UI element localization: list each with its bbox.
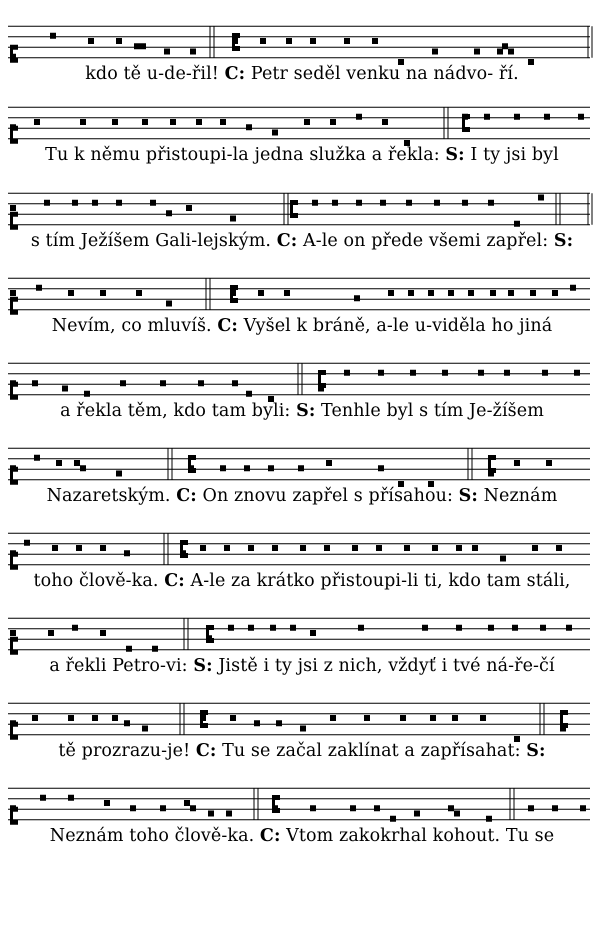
- punctum-note: [508, 49, 514, 55]
- punctum-note: [488, 625, 494, 631]
- punctum-note: [497, 49, 503, 55]
- lyric-text: s tím Ježíšem Gali-lejským.: [30, 231, 277, 251]
- punctum-note: [472, 545, 478, 551]
- punctum-note: [186, 205, 192, 211]
- punctum-note: [456, 545, 462, 551]
- punctum-note: [220, 119, 226, 125]
- lyric-text: Nevím, co mluvíš.: [51, 316, 218, 336]
- lyric-line-1: [0, 64, 604, 84]
- punctum-note: [220, 465, 226, 471]
- punctum-note: [166, 301, 172, 307]
- speaker-marker: S:: [296, 401, 316, 421]
- punctum-note: [10, 465, 16, 471]
- punctum-note: [332, 200, 338, 206]
- punctum-note: [44, 200, 50, 206]
- punctum-note: [136, 290, 142, 296]
- punctum-note: [248, 625, 254, 631]
- speaker-marker: S:: [445, 145, 465, 165]
- punctum-note: [478, 370, 484, 376]
- punctum-note: [142, 119, 148, 125]
- punctum-note: [228, 625, 234, 631]
- lyric-text: A-le on přede všemi zapřel:: [297, 231, 554, 251]
- punctum-note: [126, 646, 132, 652]
- punctum-note: [52, 545, 58, 551]
- lyric-text: a řekli Petro-vi:: [49, 656, 194, 676]
- punctum-note: [170, 119, 176, 125]
- punctum-note: [116, 200, 122, 206]
- punctum-note: [140, 43, 146, 49]
- punctum-note: [100, 545, 106, 551]
- lyric-line-6: [0, 486, 604, 506]
- punctum-note: [62, 386, 68, 392]
- punctum-note: [542, 370, 548, 376]
- punctum-note: [112, 119, 118, 125]
- punctum-note: [124, 720, 130, 726]
- lyric-text: Tenhle byl s tím Je-žíšem: [315, 401, 544, 421]
- punctum-note: [10, 205, 16, 211]
- punctum-note: [434, 200, 440, 206]
- punctum-note: [196, 119, 202, 125]
- punctum-note: [352, 545, 358, 551]
- punctum-note: [508, 290, 514, 296]
- punctum-note: [72, 200, 78, 206]
- punctum-note: [290, 625, 296, 631]
- punctum-note: [538, 195, 544, 201]
- punctum-note: [300, 545, 306, 551]
- c-clef-icon: [488, 455, 496, 473]
- punctum-note: [344, 370, 350, 376]
- speaker-marker: C:: [217, 316, 238, 336]
- punctum-note: [318, 386, 324, 392]
- punctum-note: [376, 545, 382, 551]
- c-clef-icon: [10, 212, 18, 230]
- punctum-note: [160, 380, 166, 386]
- punctum-note: [100, 290, 106, 296]
- punctum-note: [378, 465, 384, 471]
- lyric-text: On znovu zapřel s přísahou:: [196, 486, 459, 506]
- punctum-note: [462, 200, 468, 206]
- punctum-note: [184, 800, 190, 806]
- punctum-note: [312, 200, 318, 206]
- speaker-marker: C:: [176, 486, 197, 506]
- punctum-note: [152, 646, 158, 652]
- lyric-line-10: [0, 826, 604, 846]
- punctum-note: [166, 210, 172, 216]
- punctum-note: [310, 805, 316, 811]
- lyric-text: Neznám: [477, 486, 558, 506]
- punctum-note: [272, 805, 278, 811]
- punctum-note: [120, 380, 126, 386]
- lyric-text: Vyšel k bráně, a-le u-viděla ho jiná: [237, 316, 553, 336]
- lyric-line-9: [0, 741, 604, 761]
- punctum-note: [480, 715, 486, 721]
- punctum-note: [324, 545, 330, 551]
- punctum-note: [514, 221, 520, 227]
- punctum-note: [230, 216, 236, 222]
- punctum-note: [10, 54, 16, 60]
- punctum-note: [330, 119, 336, 125]
- punctum-note: [230, 290, 236, 296]
- punctum-note: [130, 805, 136, 811]
- punctum-note: [448, 290, 454, 296]
- punctum-note: [232, 380, 238, 386]
- punctum-note: [32, 715, 38, 721]
- lyric-line-7: [0, 571, 604, 591]
- punctum-note: [68, 795, 74, 801]
- punctum-note: [190, 805, 196, 811]
- punctum-note: [410, 370, 416, 376]
- punctum-note: [382, 119, 388, 125]
- lyric-text: Petr seděl venku na nádvo- ří.: [245, 64, 519, 84]
- speaker-marker: C:: [224, 64, 246, 84]
- staff-system-6: [8, 448, 590, 487]
- punctum-note: [354, 295, 360, 301]
- punctum-note: [68, 715, 74, 721]
- punctum-note: [268, 465, 274, 471]
- punctum-note: [486, 816, 492, 822]
- lyric-text: Jistě i ty jsi z nich, vždyť i tvé ná-ře-čí: [212, 656, 555, 676]
- punctum-note: [286, 38, 292, 44]
- punctum-note: [552, 805, 558, 811]
- punctum-note: [198, 380, 204, 386]
- punctum-note: [514, 460, 520, 466]
- punctum-note: [100, 630, 106, 636]
- punctum-note: [284, 290, 290, 296]
- punctum-note: [160, 805, 166, 811]
- lyric-line-2: [0, 145, 604, 165]
- staff-system-2: [8, 107, 590, 146]
- punctum-note: [462, 114, 468, 120]
- punctum-note: [390, 816, 396, 822]
- lyric-text: toho člově-ka.: [33, 571, 165, 591]
- lyric-text: Tu se: [505, 826, 555, 846]
- punctum-note: [116, 38, 122, 44]
- punctum-note: [566, 625, 572, 631]
- punctum-note: [80, 119, 86, 125]
- punctum-note: [474, 49, 480, 55]
- punctum-note: [104, 800, 110, 806]
- punctum-note: [48, 630, 54, 636]
- punctum-note: [84, 391, 90, 397]
- speaker-marker: S:: [553, 231, 574, 251]
- punctum-note: [200, 715, 206, 721]
- lyric-line-5: [0, 401, 604, 421]
- punctum-note: [422, 625, 428, 631]
- punctum-note: [74, 460, 80, 466]
- punctum-note: [36, 285, 42, 291]
- punctum-note: [364, 715, 370, 721]
- punctum-note: [258, 290, 264, 296]
- punctum-note: [556, 545, 562, 551]
- punctum-note: [190, 49, 196, 55]
- punctum-note: [528, 805, 534, 811]
- punctum-note: [272, 130, 278, 136]
- punctum-note: [344, 38, 350, 44]
- speaker-marker: C:: [276, 231, 298, 251]
- punctum-note: [378, 370, 384, 376]
- speaker-marker: C:: [195, 741, 217, 761]
- lyric-text: Neznám toho člově-ka.: [49, 826, 260, 846]
- punctum-note: [400, 715, 406, 721]
- lyric-text: Vtom zakokrhal kohout.: [280, 826, 506, 846]
- punctum-note: [76, 545, 82, 551]
- punctum-note: [512, 625, 518, 631]
- punctum-note: [330, 715, 336, 721]
- punctum-note: [32, 380, 38, 386]
- punctum-note: [574, 370, 580, 376]
- punctum-note: [530, 290, 536, 296]
- punctum-note: [226, 811, 232, 817]
- punctum-note: [350, 805, 356, 811]
- punctum-note: [540, 625, 546, 631]
- lyric-text: Nazaretským.: [46, 486, 177, 506]
- punctum-note: [300, 726, 306, 732]
- lyric-text: tě prozrazu-je!: [58, 741, 196, 761]
- punctum-note: [180, 550, 186, 556]
- punctum-note: [272, 545, 278, 551]
- punctum-note: [468, 290, 474, 296]
- punctum-note: [232, 38, 238, 44]
- punctum-note: [504, 370, 510, 376]
- punctum-note: [500, 556, 506, 562]
- punctum-note: [552, 290, 558, 296]
- c-clef-icon: [560, 710, 568, 728]
- punctum-note: [206, 635, 212, 641]
- punctum-note: [488, 471, 494, 477]
- punctum-note: [408, 290, 414, 296]
- punctum-note: [502, 43, 508, 49]
- punctum-note: [570, 285, 576, 291]
- punctum-note: [142, 726, 148, 732]
- punctum-note: [34, 455, 40, 461]
- c-clef-icon: [10, 297, 18, 315]
- punctum-note: [304, 119, 310, 125]
- punctum-note: [124, 550, 130, 556]
- punctum-note: [56, 460, 62, 466]
- punctum-note: [246, 124, 252, 130]
- punctum-note: [430, 715, 436, 721]
- punctum-note: [414, 811, 420, 817]
- punctum-note: [188, 465, 194, 471]
- punctum-note: [92, 715, 98, 721]
- speaker-marker: C:: [259, 826, 281, 846]
- lyric-text: Tu se začal zaklínat a zapřísahat:: [216, 741, 527, 761]
- punctum-note: [72, 625, 78, 631]
- punctum-note: [380, 200, 386, 206]
- punctum-note: [532, 545, 538, 551]
- punctum-note: [490, 290, 496, 296]
- punctum-note: [310, 630, 316, 636]
- punctum-note: [488, 200, 494, 206]
- punctum-note: [432, 49, 438, 55]
- staff-system-5: [8, 363, 590, 402]
- staff-system-8: [8, 618, 590, 655]
- punctum-note: [244, 465, 250, 471]
- punctum-note: [24, 540, 30, 546]
- punctum-note: [10, 290, 16, 296]
- speaker-marker: C:: [164, 571, 185, 591]
- punctum-note: [164, 49, 170, 55]
- punctum-note: [326, 460, 332, 466]
- punctum-note: [248, 545, 254, 551]
- c-clef-icon: [318, 370, 326, 388]
- punctum-note: [276, 720, 282, 726]
- punctum-note: [580, 805, 586, 811]
- punctum-note: [404, 545, 410, 551]
- punctum-note: [544, 114, 550, 120]
- staff-system-10: [8, 788, 590, 825]
- punctum-note: [454, 811, 460, 817]
- punctum-note: [560, 726, 566, 732]
- punctum-note: [200, 545, 206, 551]
- lyric-text: kdo tě u-de-řil!: [85, 64, 225, 84]
- lyric-text: Tu k němu přistoupi-la jedna služka a řekla:: [45, 145, 446, 165]
- staff-system-3: [8, 193, 592, 230]
- punctum-note: [92, 200, 98, 206]
- punctum-note: [10, 720, 16, 726]
- lyric-line-3: [0, 231, 604, 251]
- punctum-note: [452, 715, 458, 721]
- punctum-note: [456, 625, 462, 631]
- punctum-note: [224, 545, 230, 551]
- punctum-note: [372, 38, 378, 44]
- punctum-note: [358, 625, 364, 631]
- punctum-note: [514, 114, 520, 120]
- punctum-note: [356, 114, 362, 120]
- punctum-note: [112, 715, 118, 721]
- punctum-note: [484, 114, 490, 120]
- punctum-note: [10, 630, 16, 636]
- punctum-note: [432, 545, 438, 551]
- staff-system-9: [8, 703, 590, 742]
- punctum-note: [80, 465, 86, 471]
- punctum-note: [10, 124, 16, 130]
- staff-system-1: [8, 26, 592, 65]
- c-clef-icon: [10, 637, 18, 655]
- punctum-note: [68, 290, 74, 296]
- c-clef-icon: [290, 200, 298, 218]
- lyric-text: I ty jsi byl: [464, 145, 559, 165]
- speaker-marker: S:: [193, 656, 213, 676]
- punctum-note: [442, 370, 448, 376]
- punctum-note: [578, 114, 584, 120]
- punctum-note: [10, 805, 16, 811]
- punctum-note: [298, 465, 304, 471]
- punctum-note: [88, 38, 94, 44]
- lyric-text: A-le za krátko přistoupi-li ti, kdo tam stáli,: [184, 571, 571, 591]
- punctum-note: [116, 471, 122, 477]
- lyric-text: a řekla těm, kdo tam byli:: [60, 401, 297, 421]
- lyric-line-8: [0, 656, 604, 676]
- speaker-marker: S:: [526, 741, 546, 761]
- punctum-note: [546, 460, 552, 466]
- punctum-note: [150, 200, 156, 206]
- lyric-line-4: [0, 316, 604, 336]
- punctum-note: [246, 391, 252, 397]
- punctum-note: [10, 550, 16, 556]
- punctum-note: [208, 811, 214, 817]
- punctum-note: [428, 290, 434, 296]
- punctum-note: [134, 43, 140, 49]
- punctum-note: [260, 38, 266, 44]
- punctum-note: [310, 38, 316, 44]
- punctum-note: [10, 380, 16, 386]
- staff-system-4: [8, 278, 590, 315]
- punctum-note: [50, 33, 56, 39]
- punctum-note: [230, 715, 236, 721]
- punctum-note: [448, 805, 454, 811]
- staff-system-7: [8, 533, 590, 570]
- punctum-note: [40, 795, 46, 801]
- punctum-note: [356, 200, 362, 206]
- punctum-note: [270, 625, 276, 631]
- speaker-marker: S:: [458, 486, 478, 506]
- punctum-note: [254, 720, 260, 726]
- punctum-note: [406, 200, 412, 206]
- punctum-note: [388, 290, 394, 296]
- punctum-note: [374, 805, 380, 811]
- punctum-note: [34, 119, 40, 125]
